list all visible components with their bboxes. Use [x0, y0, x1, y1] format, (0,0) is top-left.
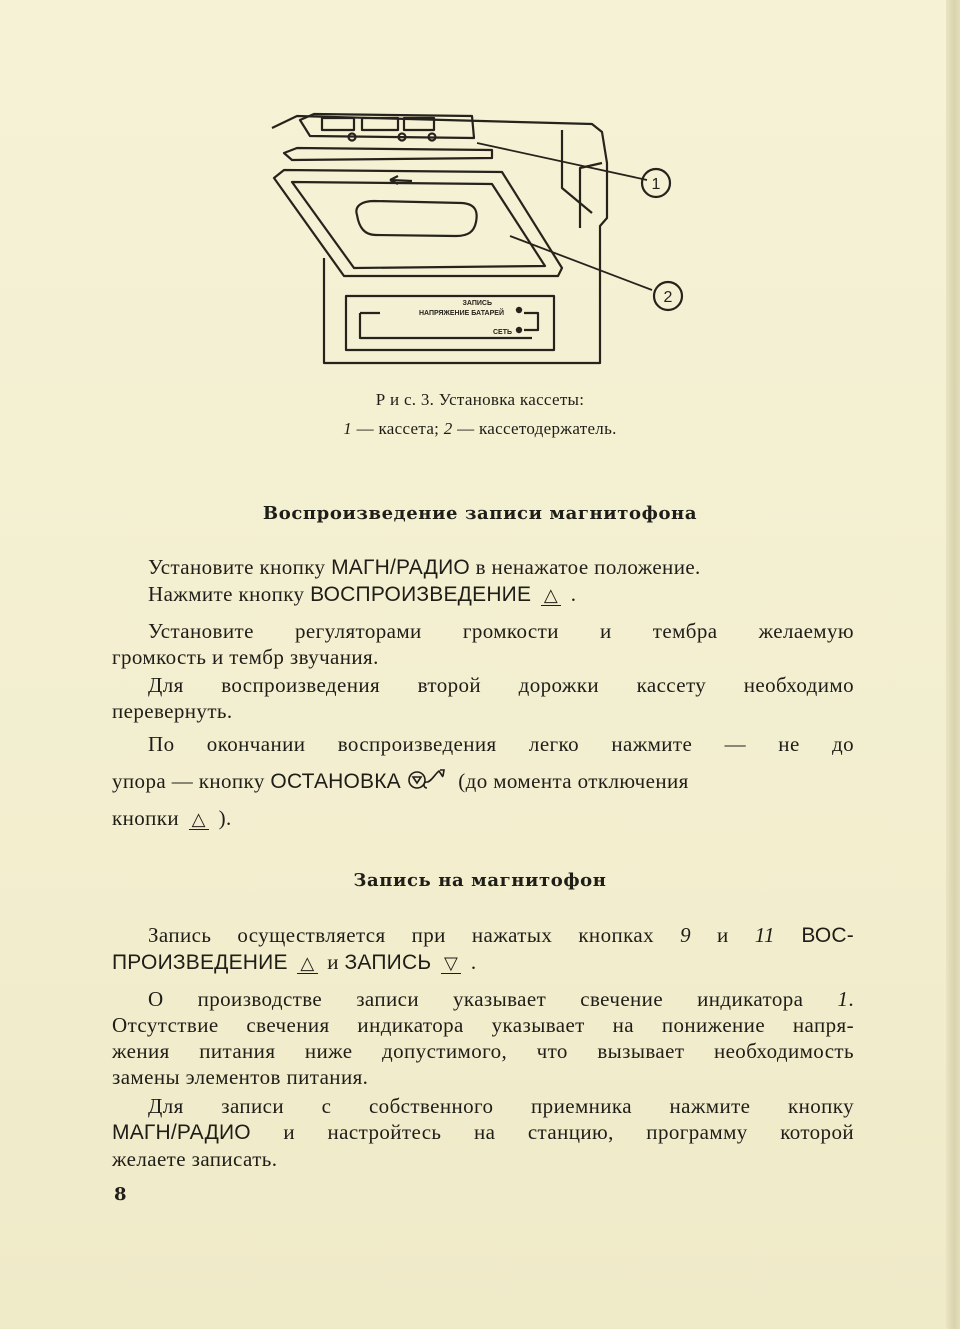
- text-line: Установите регуляторами громкости и тембра желаемую: [148, 619, 854, 643]
- text-line: громкость и тембр звучания.: [112, 645, 379, 669]
- page-number: 8: [114, 1184, 127, 1205]
- indicator-label-mains: СЕТЬ: [492, 329, 512, 336]
- text-line: Отсутствие свечения индикатора указывает на понижение напря-: [112, 1013, 854, 1037]
- text-line: кнопки △ ).: [112, 806, 232, 830]
- paragraph-recording-2: [112, 986, 854, 1090]
- paragraph-recording-1: [112, 922, 854, 976]
- paragraph-playback-3: [112, 672, 854, 724]
- text-line: Установите кнопку МАГН/РАДИО в ненажатое положение.: [148, 555, 701, 579]
- text-line: замены элементов питания.: [112, 1065, 369, 1089]
- text-line: перевернуть.: [112, 699, 233, 723]
- text-line: Для воспроизведения второй дорожки кассету необходимо: [148, 673, 854, 697]
- figure-caption-title: Р и с. 3. Установка кассеты:: [375, 390, 585, 409]
- paragraph-recording-3: [112, 1093, 854, 1172]
- paragraph-playback-1: [112, 554, 854, 608]
- text-line: По окончании воспроизведения легко нажмите — не до: [148, 732, 854, 756]
- record-triangle-icon: ▽: [441, 955, 461, 974]
- indicator-label-record: ЗАПИСЬ: [462, 300, 492, 307]
- caption-number-1: 1: [343, 419, 353, 438]
- play-triangle-icon: △: [189, 811, 209, 830]
- callout-2: 2: [663, 289, 673, 306]
- text-line: Нажмите кнопку ВОСПРОИЗВЕДЕНИЕ △ .: [148, 582, 577, 606]
- text-line: ПРОИЗВЕДЕНИЕ △ и ЗАПИСЬ ▽ .: [112, 950, 477, 974]
- text-line: МАГН/РАДИО и настройтесь на станцию, программу которой: [112, 1120, 854, 1144]
- callout-1: 1: [651, 176, 661, 193]
- text-line: Для записи с собственного приемника нажмите кнопку: [148, 1094, 854, 1118]
- text-line: О производстве записи указывает свечение индикатора 1.: [148, 987, 854, 1011]
- paragraph-playback-2: [112, 618, 854, 670]
- caption-text-2: — кассетодержатель.: [452, 419, 617, 438]
- cassette-installation-figure: [262, 108, 702, 370]
- text-line: упора — кнопку ОСТАНОВКА (до момента отключения: [112, 769, 689, 793]
- section-heading-recording: Запись на магнитофон: [353, 870, 607, 891]
- section-heading-playback: Воспроизведение записи магнитофона: [262, 503, 698, 524]
- caption-text-1: — кассета;: [352, 419, 444, 438]
- page-edge: [946, 0, 960, 1329]
- text-line: желаете записать.: [112, 1147, 278, 1171]
- caption-number-2: 2: [443, 419, 453, 438]
- play-triangle-icon: △: [541, 587, 561, 606]
- figure-caption-legend: [0, 419, 960, 439]
- text-line: жения питания ниже допустимого, что вызывает необходимость: [112, 1039, 854, 1063]
- paragraph-playback-4: [112, 726, 854, 837]
- text-line: Запись осуществляется при нажатых кнопках 9 и 11 ВОС-: [148, 923, 854, 947]
- play-triangle-icon: △: [297, 955, 317, 974]
- stop-eject-icon: [407, 768, 453, 792]
- indicator-label-battery: НАПРЯЖЕНИЕ БАТАРЕЙ: [418, 310, 504, 317]
